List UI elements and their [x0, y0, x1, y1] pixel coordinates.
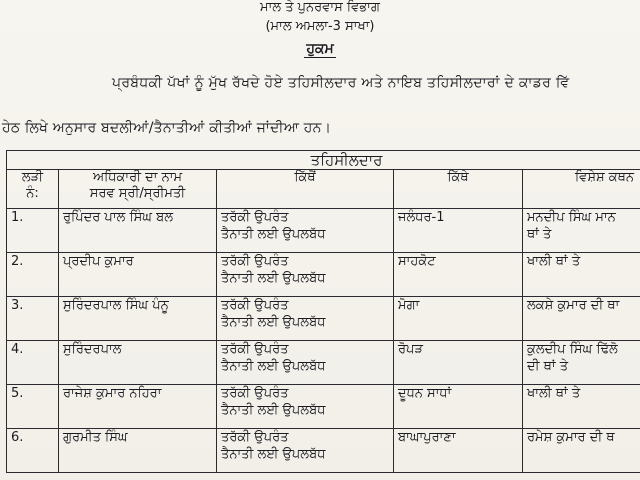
row-from-line2: ਤੈਨਾਤੀ ਲਈ ਉਪਲਬੱਧ [221, 227, 326, 242]
row-remarks [523, 385, 640, 429]
row-to: ਬਾਘਾਪੁਰਾਣਾ [394, 429, 523, 473]
row-to: ਰੋਪੜ [394, 341, 523, 385]
row-remarks-line1: ਖਾਲੀ ਥਾਂ ਤੇ [527, 254, 581, 269]
row-name: ਸੁਰਿੰਦਰਪਾਲ ਸਿੰਘ ਪੰਨੂ [59, 297, 217, 341]
row-remarks-line1: ਕੁਲਦੀਪ ਸਿੰਘ ਢਿੱਲੋ [527, 342, 618, 357]
row-from-line1: ਤਰੱਕੀ ਉਪਰੰਤ [221, 210, 289, 225]
header-name [59, 170, 217, 209]
header-sr-line1: ਲੜੀ [21, 170, 44, 185]
header-sr-line2: ਨੰ: [26, 186, 39, 201]
row-remarks [523, 253, 640, 297]
row-from [217, 297, 394, 341]
row-name: ਗੁਰਮੀਤ ਸਿੰਘ [59, 429, 217, 473]
table-row [7, 209, 640, 253]
row-from [217, 385, 394, 429]
row-sr: 5. [7, 385, 59, 429]
row-sr: 1. [7, 209, 59, 253]
section-row [7, 151, 640, 170]
row-remarks-line1: ਮਨਦੀਪ ਸਿੰਘ ਮਾਨ [527, 210, 616, 225]
row-from-line2: ਤੈਨਾਤੀ ਲਈ ਉਪਲਬੱਧ [221, 315, 326, 330]
row-from-line2: ਤੈਨਾਤੀ ਲਈ ਉਪਲਬੱਧ [221, 447, 326, 462]
row-to: ਜਲੰਧਰ-1 [394, 209, 523, 253]
row-sr: 4. [7, 341, 59, 385]
header-from: ਕਿੱਥੋਂ [217, 170, 394, 209]
table-row [7, 429, 640, 473]
department-name: ਮਾਲ ਤੇ ਪੁਨਰਵਾਸ ਵਿਭਾਗ [260, 0, 380, 15]
row-remarks-line2: ਥਾਂ ਤੇ [527, 227, 552, 242]
row-remarks [523, 209, 640, 253]
row-remarks [523, 429, 640, 473]
row-remarks [523, 341, 640, 385]
row-name: ਪ੍ਰਦੀਪ ਕੁਮਾਰ [59, 253, 217, 297]
row-from-line1: ਤਰੱਕੀ ਉਪਰੰਤ [221, 342, 289, 357]
row-name: ਸੁਰਿੰਦਰਪਾਲ [59, 341, 217, 385]
header-remarks: ਵਿਸ਼ੇਸ਼ ਕਥਨ [523, 170, 640, 209]
transfers-table [6, 150, 640, 473]
row-name: ਰਾਜੇਸ਼ ਕੁਮਾਰ ਨਹਿਰਾ [59, 385, 217, 429]
row-from [217, 253, 394, 297]
table-row [7, 253, 640, 297]
row-to: ਮੋਗਾ [394, 297, 523, 341]
row-from-line1: ਤਰੱਕੀ ਉਪਰੰਤ [221, 386, 289, 401]
order-title-text: ਹੁਕਮ [306, 41, 334, 57]
row-remarks-line1: ਰਮੇਸ਼ ਕੁਮਾਰ ਦੀ ਥ [527, 430, 615, 445]
table-row [7, 341, 640, 385]
row-sr: 3. [7, 297, 59, 341]
branch-name: (ਮਾਲ ਅਮਲਾ-3 ਸਾਖਾ) [265, 19, 375, 34]
row-remarks-line2: ਦੀ ਥਾਂ ਤੇ [527, 359, 569, 374]
header-name-line1: ਅਧਿਕਾਰੀ ਦਾ ਨਾਮ [92, 170, 183, 185]
row-from [217, 429, 394, 473]
intro-line-1: ਪ੍ਰਬੰਧਕੀ ਪੱਖਾਂ ਨੂੰ ਮੁੱਖ ਰੱਖਦੇ ਹੋਏ ਤਹਿਸੀਲਦਾਰ ਅਤੇ ਨਾਇਬ ਤਹਿਸੀਲਦਾਰਾਂ ਦੇ ਕਾਡਰ ਵਿੱ [112, 75, 570, 91]
row-remarks-line1: ਲਕਸ਼ੇ ਕੁਮਾਰ ਦੀ ਥਾ [527, 298, 620, 313]
order-title [0, 40, 640, 58]
row-to: ਦੂਧਨ ਸਾਧਾਂ [394, 385, 523, 429]
header-to: ਕਿੱਥੇ [394, 170, 523, 209]
header-sr [7, 170, 59, 209]
row-sr: 2. [7, 253, 59, 297]
row-from-line1: ਤਰੱਕੀ ਉਪਰੰਤ [221, 254, 289, 269]
row-from-line2: ਤੈਨਾਤੀ ਲਈ ਉਪਲਬੱਧ [221, 403, 326, 418]
row-sr: 6. [7, 429, 59, 473]
row-from-line1: ਤਰੱਕੀ ਉਪਰੰਤ [221, 430, 289, 445]
header-name-line2: ਸਰਵ ਸ੍ਰੀ/ਸ੍ਰੀਮਤੀ [89, 186, 186, 201]
row-name: ਰੁਪਿੰਦਰ ਪਾਲ ਸਿੰਘ ਬਲ [59, 209, 217, 253]
row-remarks [523, 297, 640, 341]
row-from [217, 209, 394, 253]
row-from-line1: ਤਰੱਕੀ ਉਪਰੰਤ [221, 298, 289, 313]
row-from-line2: ਤੈਨਾਤੀ ਲਈ ਉਪਲਬੱਧ [221, 271, 326, 286]
section-title: ਤਹਿਸੀਲਦਾਰ [7, 151, 640, 170]
row-remarks-line1: ਖਾਲੀ ਥਾਂ ਤੇ [527, 386, 581, 401]
header-row [7, 170, 640, 209]
row-from [217, 341, 394, 385]
intro-line-2: ਹੇਠ ਲਿਖੇ ਅਨੁਸਾਰ ਬਦਲੀਆਂ/ਤੈਨਾਤੀਆਂ ਕੀਤੀਆਂ ਜਾਂਦੀਆ ਹਨ। [2, 120, 332, 136]
table-row [7, 297, 640, 341]
row-from-line2: ਤੈਨਾਤੀ ਲਈ ਉਪਲਬੱਧ [221, 359, 326, 374]
row-to: ਸਾਹਕੋਟ [394, 253, 523, 297]
table-row [7, 385, 640, 429]
